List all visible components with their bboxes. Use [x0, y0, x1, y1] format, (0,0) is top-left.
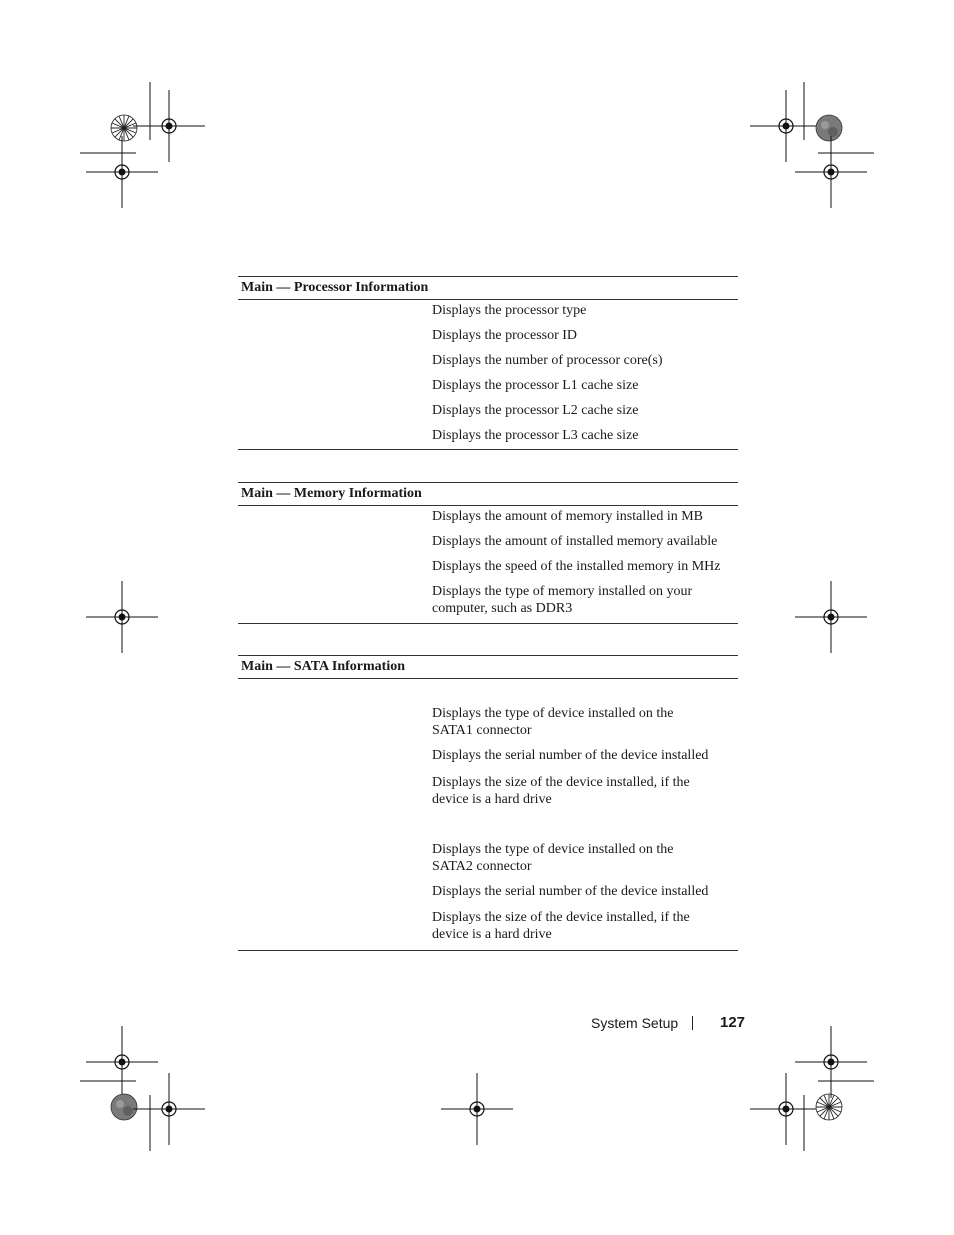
gray-target-icon — [816, 115, 842, 141]
table-row: Displays the size of the device installed, if the — [432, 775, 690, 790]
registration-mark-icon — [795, 581, 867, 653]
registration-mark-icon — [86, 581, 158, 653]
sata-information-table — [238, 655, 738, 951]
table-row: computer, such as DDR3 — [432, 601, 573, 616]
processor-information-table — [238, 276, 738, 450]
star-target-icon — [816, 1094, 842, 1120]
registration-mark-icon — [86, 136, 158, 208]
registration-mark-icon — [750, 90, 822, 162]
table-row: device is a hard drive — [432, 792, 552, 807]
table-row: Displays the processor ID — [432, 328, 578, 343]
table-row: Displays the amount of memory installed in MB — [432, 509, 704, 524]
table-header: Main — SATA Information — [238, 655, 738, 679]
table-row: Displays the type of memory installed on your — [432, 584, 693, 599]
table-row: SATA1 connector — [432, 723, 532, 738]
registration-mark-icon — [750, 1073, 822, 1145]
table-row: Displays the processor L3 cache size — [432, 428, 639, 443]
table-body — [238, 300, 738, 450]
page-number: 127 — [720, 1014, 746, 1031]
registration-mark-icon — [795, 1026, 867, 1098]
memory-information-table — [238, 482, 738, 624]
registration-mark-icon — [133, 90, 205, 162]
table-body — [238, 506, 738, 624]
registration-mark-icon — [86, 1026, 158, 1098]
gray-target-icon — [111, 1094, 137, 1120]
star-target-icon — [111, 115, 137, 141]
table-header: Main — Processor Information — [238, 276, 738, 300]
table-row: Displays the serial number of the device installed — [432, 884, 709, 899]
table-row: Displays the processor type — [432, 303, 587, 318]
table-row: SATA2 connector — [432, 859, 532, 874]
table-body — [238, 679, 738, 951]
table-header: Main — Memory Information — [238, 482, 738, 506]
registration-mark-icon — [441, 1073, 513, 1145]
table-row: Displays the type of device installed on the — [432, 842, 674, 857]
table-row: Displays the processor L1 cache size — [432, 378, 639, 393]
table-row: device is a hard drive — [432, 927, 552, 942]
table-row: Displays the speed of the installed memory in MHz — [432, 559, 721, 574]
registration-mark-icon — [795, 136, 867, 208]
table-row: Displays the amount of installed memory available — [432, 534, 718, 549]
registration-mark-icon — [133, 1073, 205, 1145]
table-row: Displays the number of processor core(s) — [432, 353, 663, 368]
footer-separator — [692, 1016, 693, 1030]
footer-section-title: System Setup — [591, 1015, 679, 1031]
table-row: Displays the size of the device installed, if the — [432, 910, 690, 925]
table-row: Displays the processor L2 cache size — [432, 403, 639, 418]
table-row: Displays the type of device installed on the — [432, 706, 674, 721]
table-row: Displays the serial number of the device installed — [432, 748, 709, 763]
